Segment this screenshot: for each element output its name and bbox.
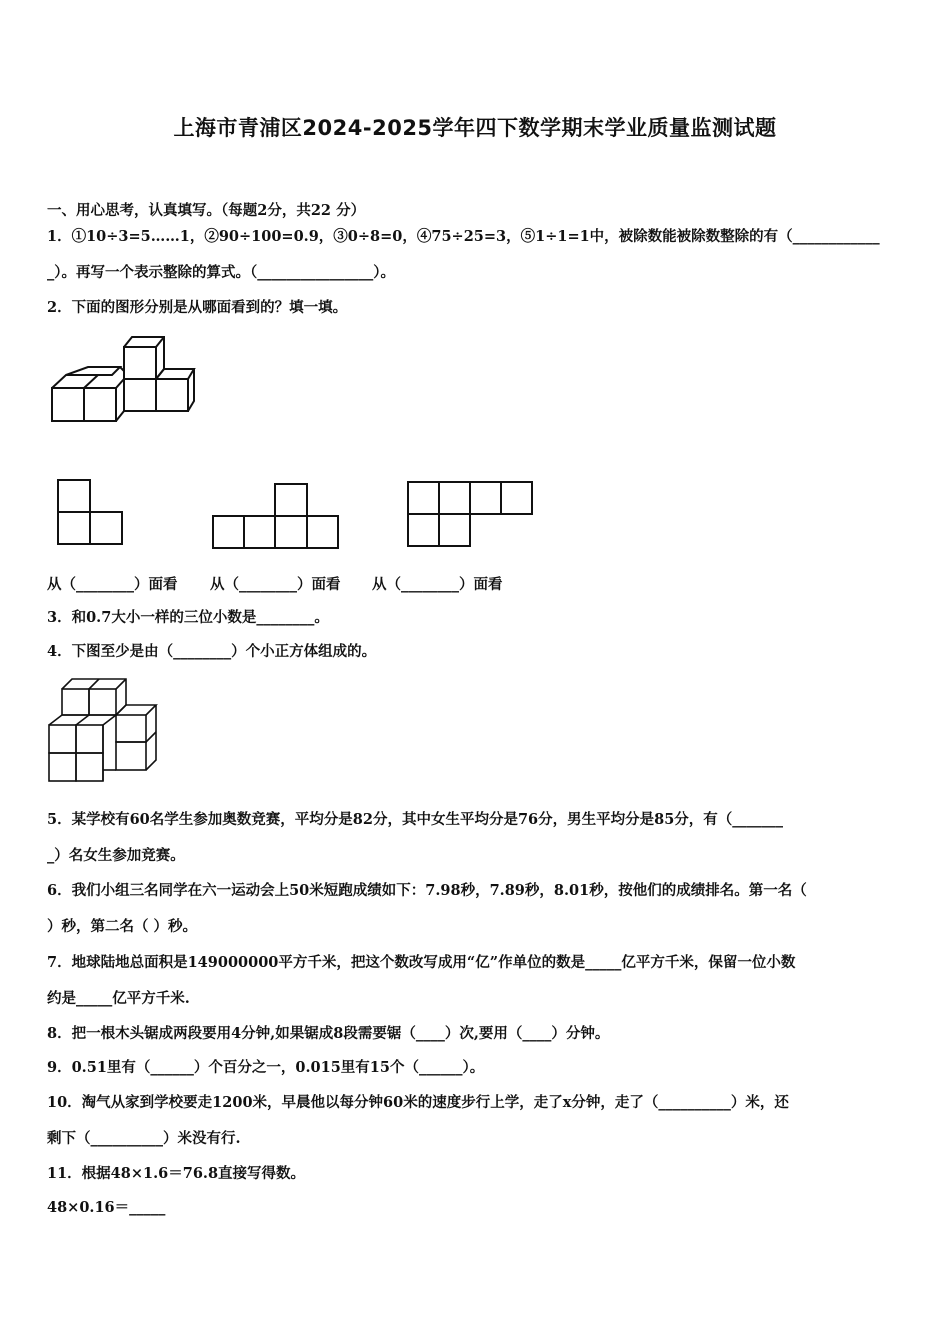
question-1-line-2: _）。再写一个表示整除的算式。（________________）。 [47,264,395,281]
view-label-3: 从（________）面看 [372,576,503,593]
view-label-1: 从（________）面看 [47,576,178,593]
question-10-line-1: 10．淘气从家到学校要走1200米，早晨他以每分钟60米的速度步行上学，走了x分钟，走了（__________）米，还 [47,1094,789,1111]
question-11: 11．根据48×1.6＝76.8直接写得数。 [47,1165,306,1182]
question-6-line-1: 6．我们小组三名同学在六一运动会上50米短跑成绩如下：7.98秒，7.89秒，8.01秒，按他们的成绩排名。第一名（ [47,882,807,899]
question-10-line-2: 剩下（__________）米没有行. [47,1130,241,1147]
page-title: 上海市青浦区2024-2025学年四下数学期末学业质量监测试题 [173,116,777,140]
question-9: 9．0.51里有（______）个百分之一，0.015里有15个（______）。 [47,1059,485,1076]
question-5-line-1: 5．某学校有60名学生参加奥数竞赛，平均分是82分，其中女生平均分是76分，男生平均分是85分，有（_______ [47,811,784,828]
question-6-line-2: ）秒，第二名（ ）秒。 [47,918,198,935]
question-7-line-1: 7．地球陆地总面积是149000000平方千米，把这个数改写成用“亿”作单位的数是_____亿平方千米，保留一位小数 [47,954,796,971]
question-4: 4．下图至少是由（________）个小正方体组成的。 [47,643,377,660]
question-2-solid-figure [48,333,200,425]
question-1-line-1: 1．①10÷3=5……1，②90÷100=0.9，③0÷8=0，④75÷25=3，⑤1÷1=1中，被除数能被除数整除的有（____________ [47,228,880,245]
question-8: 8．把一根木头锯成两段要用4分钟,如果锯成8段需要锯（____）次,要用（____）分钟。 [47,1025,610,1042]
question-3: 3．和0.7大小一样的三位小数是________。 [47,609,329,626]
question-11-item: 48×0.16＝_____ [47,1199,166,1216]
view-figure-2 [210,482,342,550]
question-4-cube-figure [46,677,164,783]
question-2: 2．下面的图形分别是从哪面看到的？填一填。 [47,299,348,316]
view-figure-1 [55,477,125,547]
section-heading: 一、用心思考，认真填写。（每题2分，共22 分） [47,202,366,219]
question-5-line-2: _）名女生参加竞赛。 [47,847,185,864]
question-7-line-2: 约是_____亿平方千米. [47,990,190,1007]
view-label-2: 从（________）面看 [210,576,341,593]
view-figure-3 [405,479,537,549]
